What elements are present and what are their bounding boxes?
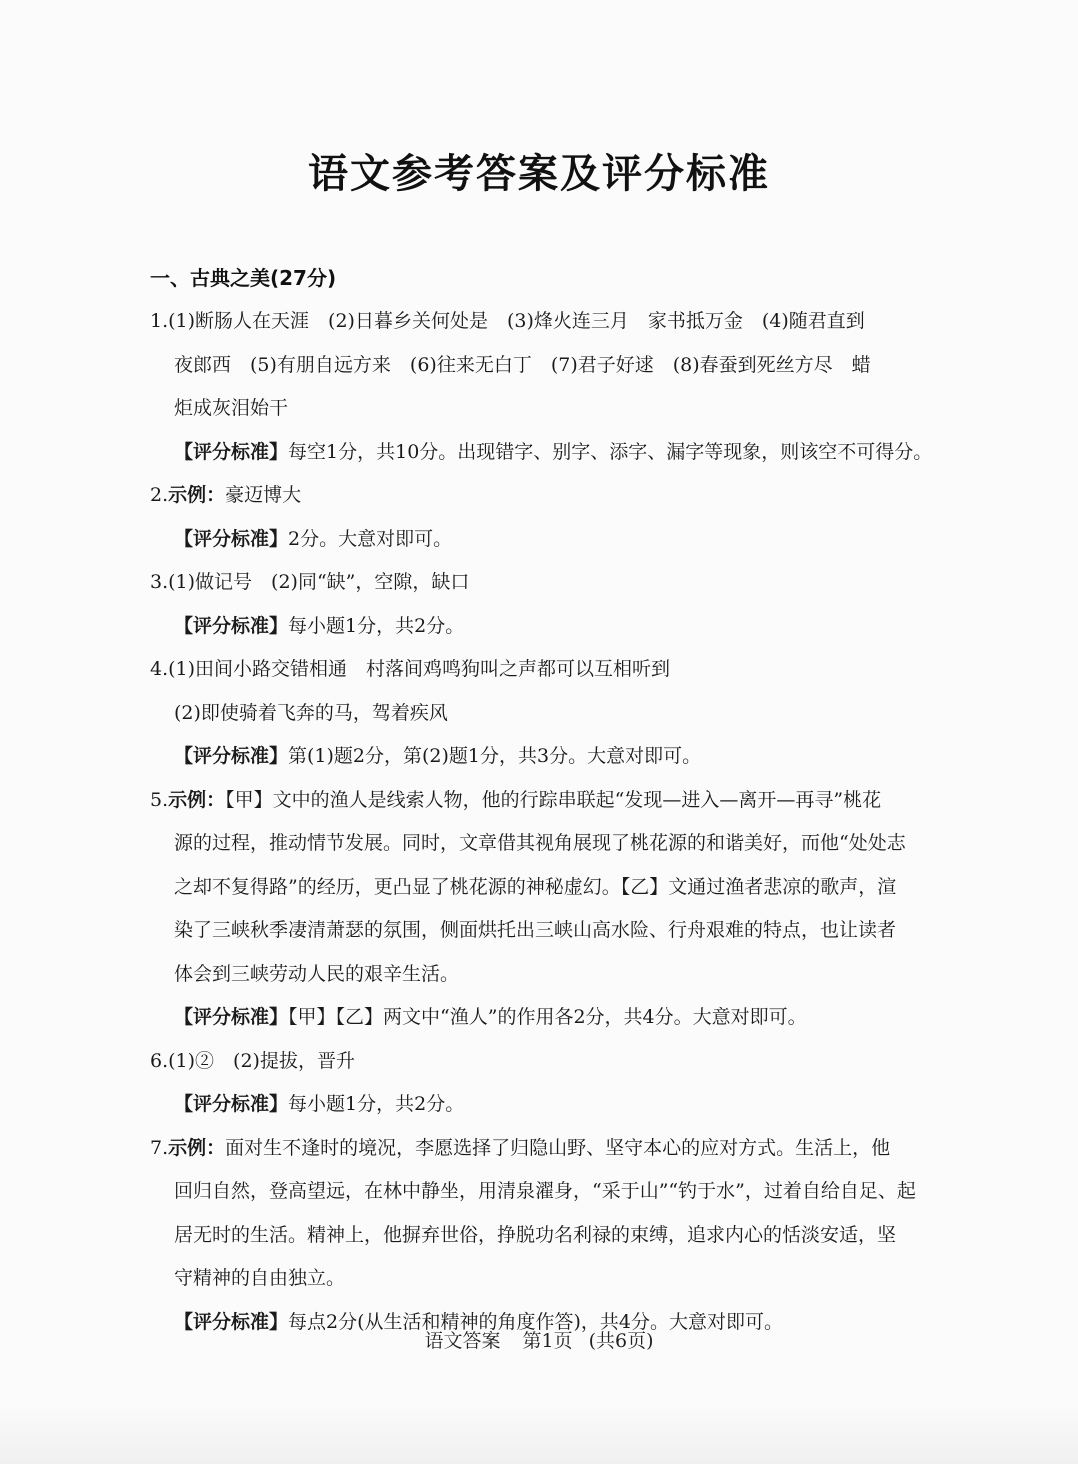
q5-number: 5.: [150, 788, 169, 811]
section-heading-classical: 一、古典之美(27分): [150, 266, 337, 290]
q6-criteria: [150, 1083, 1012, 1127]
q2-number: 2.: [150, 484, 169, 506]
q7-line-3: 居无时的生活。精神上，他摒弃世俗，挣脱功名利禄的束缚，追求内心的恬淡安适，坚: [174, 1223, 897, 1246]
q7-line-4: 守精神的自由独立。: [174, 1267, 346, 1289]
q4-criteria-label: 【评分标准】: [174, 745, 289, 767]
q5-criteria: [150, 996, 1012, 1040]
q2-answer: 豪迈博大: [225, 484, 302, 506]
q4-number: 4.: [150, 658, 169, 680]
q3-number: 3.: [150, 571, 169, 593]
q7-number: 7.: [150, 1136, 169, 1159]
q2-line: [150, 474, 1012, 518]
q7-criteria-text: 每点2分(从生活和精神的角度作答)，共4分。大意对即可。: [288, 1310, 784, 1333]
q6-criteria-label: 【评分标准】: [174, 1093, 289, 1115]
q5-line-5: 体会到三峡劳动人民的艰辛生活。: [174, 962, 460, 985]
q1-criteria-label: 【评分标准】: [174, 440, 289, 463]
q7-example-label: 示例：: [168, 1136, 226, 1159]
q5-line-3: 之却不复得路”的经历，更凸显了桃花源的神秘虚幻。【乙】文通过渔者悲凉的歌声，渲: [174, 875, 897, 898]
q6-number: 6.: [150, 1049, 169, 1072]
q1-line-3: 炬成灰泪始干: [174, 397, 289, 419]
q4-criteria-text: 第(1)题2分，第(2)题1分，共3分。大意对即可。: [288, 745, 702, 767]
q6-criteria-text: 每小题1分，共2分。: [288, 1093, 465, 1115]
q2-criteria: [150, 518, 1012, 562]
q5-criteria-label: 【评分标准】: [174, 1006, 289, 1028]
q2-example-label: 示例：: [168, 484, 226, 506]
answers-content: [150, 300, 1012, 1344]
q4-line-2: (2)即使骑着飞奔的马，驾着疾风: [174, 701, 448, 724]
q6-answer: (1)② (2)提拔，晋升: [168, 1049, 355, 1072]
footer-total-pages: (共6页): [588, 1330, 654, 1352]
q5-line-4: 染了三峡秋季凄清萧瑟的氛围，侧面烘托出三峡山高水险、行舟艰难的特点，也让读者: [174, 919, 897, 941]
q7-text-line-1: 面对生不逢时的境况，李愿选择了归隐山野、坚守本心的应对方式。生活上，他: [225, 1136, 891, 1159]
q1-line-2: 夜郎西 (5)有朋自远方来 (6)往来无白丁 (7)君子好逑 (8)春蚕到死丝方尽 蜡: [174, 353, 871, 376]
q6-line: [150, 1040, 1012, 1084]
q3-criteria-text: 每小题1分，共2分。: [288, 614, 465, 637]
q1-line-1: [150, 300, 1012, 344]
q5-criteria-text: 【甲】【乙】两文中“渔人”的作用各2分，共4分。大意对即可。: [288, 1006, 807, 1028]
q7-line-1: [150, 1127, 1012, 1171]
q5-example-label: 示例：: [168, 788, 226, 811]
q4-text-line-1: (1)田间小路交错相通 村落间鸡鸣狗叫之声都可以互相听到: [168, 658, 671, 680]
q7-line-2: 回归自然，登高望远，在林中静坐，用清泉濯身，“采于山”“钓于水”，过着自给自足、起: [174, 1180, 916, 1202]
page-footer: [0, 1326, 1078, 1353]
q4-criteria: [150, 735, 1012, 779]
q3-line: [150, 561, 1012, 605]
q1-number: 1.: [150, 310, 169, 332]
q5-text-line-1: 【甲】文中的渔人是线索人物，他的行踪串联起“发现—进入—离开—再寻”桃花: [225, 788, 882, 811]
q2-criteria-text: 2分。大意对即可。: [288, 527, 453, 550]
q3-answer: (1)做记号 (2)同“缺”，空隙，缺口: [168, 571, 470, 593]
q3-criteria: [150, 605, 1012, 649]
q7-criteria-label: 【评分标准】: [174, 1310, 289, 1333]
footer-subject: 语文答案: [424, 1330, 501, 1352]
q5-line-2: 源的过程，推动情节发展。同时，文章借其视角展现了桃花源的和谐美好，而他“处处志: [174, 832, 906, 854]
q5-line-1: [150, 779, 1012, 823]
page-title: 语文参考答案及评分标准: [308, 151, 770, 197]
q1-text-line-1: (1)断肠人在天涯 (2)日暮乡关何处是 (3)烽火连三月 家书抵万金 (4)随君直到: [168, 310, 865, 332]
q1-criteria: [150, 431, 1012, 475]
page-bottom-shading: [0, 1400, 1078, 1464]
q3-criteria-label: 【评分标准】: [174, 614, 289, 637]
q4-line-1: [150, 648, 1012, 692]
footer-page-number: 第1页: [522, 1330, 573, 1352]
q1-criteria-text: 每空1分，共10分。出现错字、别字、添字、漏字等现象，则该空不可得分。: [288, 440, 933, 463]
q2-criteria-label: 【评分标准】: [174, 527, 289, 550]
